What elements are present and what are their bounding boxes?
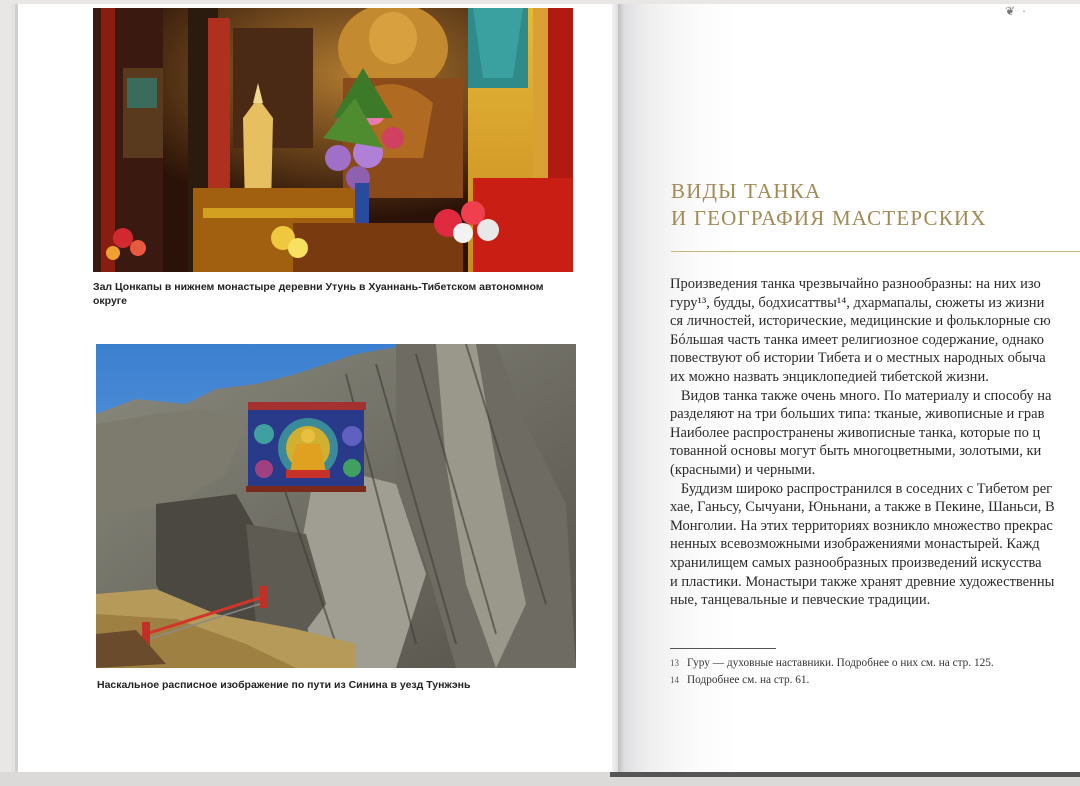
rock-painting-photo <box>96 344 576 668</box>
body-line: хае, Ганьсу, Сычуани, Юньнани, а также в Пекине, Шаньси, В <box>670 499 1055 516</box>
temple-interior-photo <box>93 8 573 272</box>
chapter-title <box>671 178 1071 232</box>
body-line: Бóльшая часть танка имеет религиозное содержание, однако <box>670 331 1044 348</box>
body-line: повествуют об истории Тибета и о местных народных обыча <box>670 350 1046 367</box>
body-line: Наиболее распространены живописные танка, которые по ц <box>670 424 1041 441</box>
book-gutter <box>612 4 624 772</box>
body-line: Монголии. На этих территориях возникло множество прекрас <box>670 517 1053 534</box>
footnote-14 <box>670 672 1080 689</box>
footnote-text: Гуру — духовные наставники. Подробнее о них см. на стр. 125. <box>687 657 994 669</box>
body-line: Буддизм широко распространился в соседних с Тибетом рег <box>670 480 1053 497</box>
temple-interior-image <box>93 8 573 272</box>
body-line: тованной основы могут быть многоцветными, золотыми, ки <box>670 443 1042 460</box>
footnote-text: Подробнее см. на стр. 61. <box>687 674 810 686</box>
footnote-number: 13 <box>670 658 679 668</box>
body-line: ные, танцевальные и певческие традиции. <box>670 592 931 609</box>
rock-painting-image <box>96 344 576 668</box>
body-line: Произведения танка чрезвычайно разнообразны: на них изо <box>670 276 1041 292</box>
body-line: гуру¹³, будды, бодхисаттвы¹⁴, дхармапалы, сюжеты из жизни <box>670 294 1045 311</box>
body-line: Видов танка также очень много. По материалу и способу на <box>670 387 1052 404</box>
body-text <box>670 275 1080 615</box>
body-line: ненных всевозможными изображениями монастырей. Кажд <box>670 536 1040 553</box>
footnote-number: 14 <box>670 675 679 685</box>
body-line: (красными) и черными. <box>670 461 816 478</box>
footnote-13 <box>670 655 1080 672</box>
body-line: и пластики. Монастыри также хранят древние художественны <box>670 573 1055 590</box>
chapter-title-line-2: И ГЕОГРАФИЯ МАСТЕРСКИХ <box>671 206 987 230</box>
body-line: ся личностей, исторические, медицинские и фольклорные сю <box>670 313 1051 330</box>
page-bottom-edge <box>0 772 1080 786</box>
body-line: их можно назвать энциклопедией тибетской жизни. <box>670 368 989 385</box>
body-line: хранилищем самых разнообразных произведений искусства <box>670 554 1042 571</box>
photo-caption-temple: Зал Цонкапы в нижнем монастыре деревни Утунь в Хуаннань-Тибетском автономном округе <box>93 281 544 307</box>
footnotes <box>670 655 1080 689</box>
body-line: разделяют на три больших типа: тканые, живописные и грав <box>670 406 1045 423</box>
chapter-title-line-1: ВИДЫ ТАНКА <box>671 179 822 203</box>
footnote-divider <box>670 648 776 649</box>
title-divider <box>671 251 1080 252</box>
photo-caption-rock: Наскальное расписное изображение по пути из Синина в уезд Тунжэнь <box>97 679 471 691</box>
corner-ornament-icon: ❦ · <box>1005 4 1029 18</box>
